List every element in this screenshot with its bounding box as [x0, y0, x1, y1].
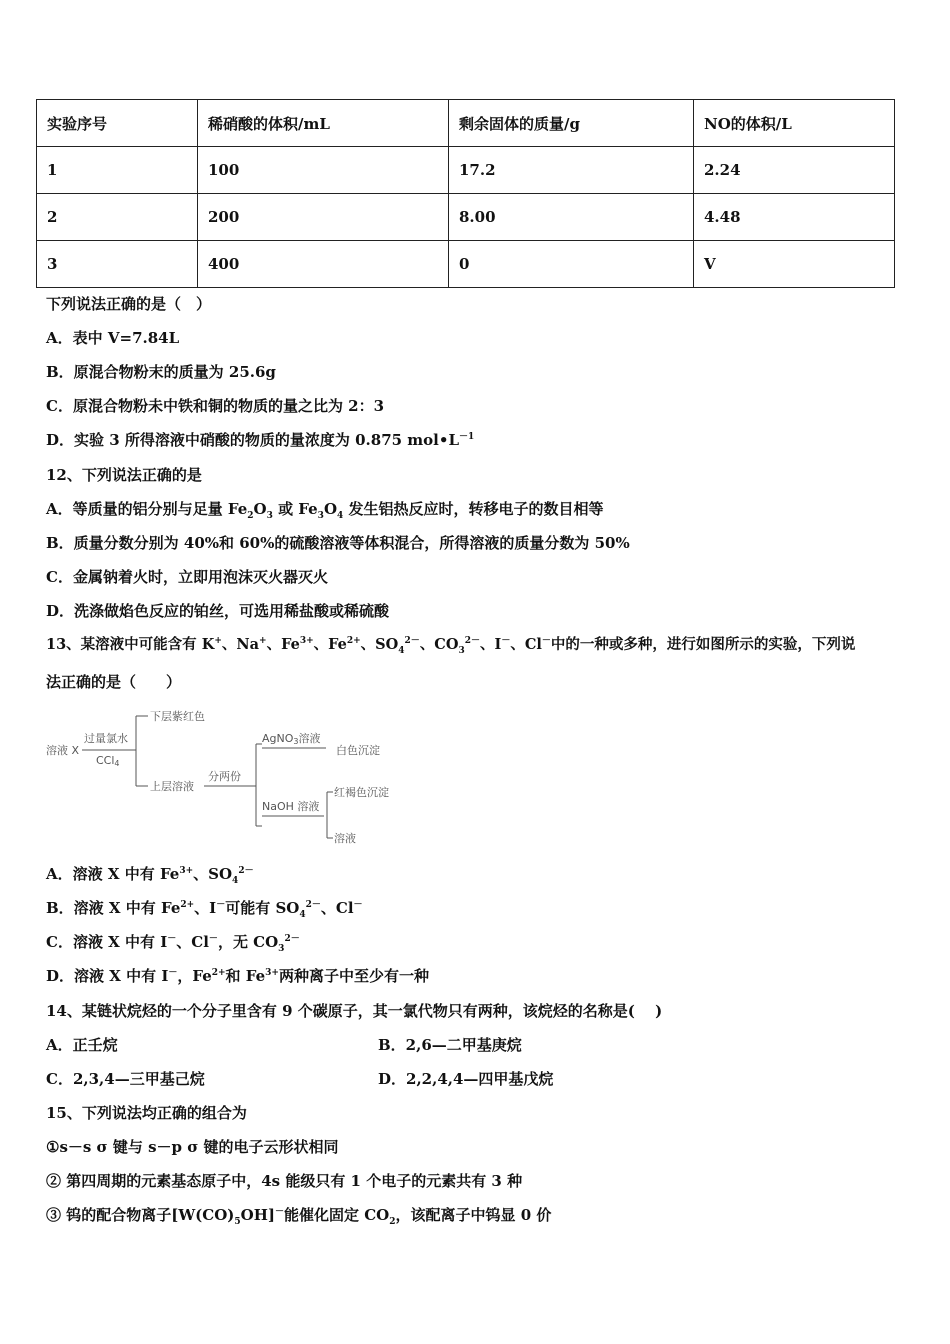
- q13-d-sup: 3+: [265, 968, 279, 978]
- q13-option-b: [46, 898, 363, 918]
- table-cell: 8.00: [449, 194, 694, 241]
- q12-a-sub: 2: [247, 511, 254, 521]
- q15-s3-part: 能催化固定 CO: [284, 1206, 390, 1224]
- q15-s3-part: OH]: [240, 1206, 275, 1224]
- q13-c-sup: －: [208, 934, 218, 944]
- table-header-cell: 剩余固体的质量/g: [449, 100, 694, 147]
- q13-stem-line2: 法正确的是（ ）: [46, 673, 182, 691]
- q13-b-part: B．溶液 X 中有 Fe: [46, 899, 181, 917]
- diagram-solution-x: 溶液 X: [46, 744, 80, 757]
- q14-option-d: D．2,2,4,4—四甲基戊烷: [378, 1070, 554, 1088]
- q13-d-sup: 2+: [211, 968, 226, 978]
- q13-stem-part: 、Na: [221, 636, 260, 653]
- diagram-lower-layer: 下层紫红色: [150, 710, 205, 723]
- q13-a-sub: 4: [232, 876, 239, 886]
- diagram-reagent-chlorine-water: 过量氯水: [84, 732, 128, 745]
- table-cell: 3: [37, 241, 198, 288]
- q13-a-part: A．溶液 X 中有 Fe: [46, 865, 180, 883]
- q13-c-part: 、Cl: [176, 933, 209, 951]
- table-cell: 200: [198, 194, 449, 241]
- q13-stem-part: 中的一种或多种，进行如图所示的实验，下列说: [550, 636, 856, 653]
- table-cell: 1: [37, 147, 198, 194]
- q13-stem-sup: +: [259, 636, 267, 647]
- table-cell: 17.2: [449, 147, 694, 194]
- diagram-agno3-text: AgNO: [262, 732, 294, 745]
- q13-a-part: 、SO: [193, 865, 233, 883]
- table-row: [37, 194, 895, 241]
- table-cell: 0: [449, 241, 694, 288]
- table-cell: 2: [37, 194, 198, 241]
- table-header-cell: 稀硝酸的体积/mL: [198, 100, 449, 147]
- q12-a-part: A．等质量的铝分别与足量 Fe: [46, 500, 248, 518]
- q13-c-sup: －: [167, 934, 177, 944]
- table-header-row: [37, 100, 895, 147]
- q14-option-a: A．正壬烷: [46, 1036, 118, 1054]
- q12-option-a: [46, 499, 604, 519]
- q13-c-sup: 2－: [284, 934, 300, 944]
- q12-a-sub: 3: [317, 511, 324, 521]
- q13-stem-sub: 4: [398, 645, 405, 656]
- q13-stem-part: 、Cl: [510, 636, 542, 653]
- q15-s3-sub: 5: [234, 1217, 241, 1227]
- q13-stem-part: 、Fe: [266, 636, 300, 653]
- q13-stem-sub: 3: [458, 645, 465, 656]
- q13-option-d: [46, 966, 429, 986]
- q15-statement-2: ② 第四周期的元素基态原子中，4s 能级只有 1 个电子的元素共有 3 种: [46, 1172, 523, 1190]
- table-header-cell: NO的体积/L: [694, 100, 895, 147]
- q12-a-sub: 3: [266, 511, 273, 521]
- q13-stem-sup: 2+: [346, 636, 361, 647]
- q15-stem: 15、下列说法均正确的组合为: [46, 1104, 247, 1122]
- table-cell: V: [694, 241, 895, 288]
- q13-option-a: [46, 864, 254, 884]
- q13-stem-part: 、SO: [360, 636, 399, 653]
- q13-stem-part: 、Fe: [313, 636, 347, 653]
- q13-stem-sup: 3+: [299, 636, 314, 647]
- table-cell: 4.48: [694, 194, 895, 241]
- q13-b-sup: 2+: [180, 900, 195, 910]
- q13-d-part: ，Fe: [177, 967, 212, 985]
- q11-stem: 下列说法正确的是（ ）: [46, 295, 212, 313]
- q13-stem: [46, 635, 855, 655]
- q13-stem-part: 13、某溶液中可能含有 K: [46, 636, 215, 653]
- q15-s3-sup: －: [274, 1207, 284, 1217]
- q12-a-sub: 4: [337, 511, 344, 521]
- diagram-white-ppt: 白色沉淀: [336, 744, 380, 757]
- table-row: [37, 241, 895, 288]
- table-row: [37, 147, 895, 194]
- table-cell: 100: [198, 147, 449, 194]
- q13-b-part: 、Cl: [320, 899, 354, 917]
- diagram-ccl4-sub: 4: [114, 759, 120, 768]
- q13-d-part: D．溶液 X 中有 I: [46, 967, 169, 985]
- q13-b-sup: －: [216, 900, 226, 910]
- diagram-agno3: [262, 731, 321, 746]
- q12-a-part: 或 Fe: [272, 500, 318, 518]
- diagram-upper-layer: 上层溶液: [150, 780, 194, 793]
- diagram-split: 分两份: [208, 770, 241, 783]
- q12-stem: 12、下列说法正确的是: [46, 466, 202, 484]
- q13-flow-diagram: [44, 706, 404, 851]
- q11-option-d: [46, 430, 474, 450]
- diagram-reagent-ccl4: [96, 754, 120, 768]
- q13-stem-sup: +: [214, 636, 222, 647]
- q13-b-sup: 2－: [305, 900, 321, 910]
- q13-stem-sup: －: [501, 636, 511, 647]
- table-header-cell: 实验序号: [37, 100, 198, 147]
- diagram-solution: 溶液: [334, 832, 356, 845]
- q13-c-part: C．溶液 X 中有 I: [46, 933, 168, 951]
- q13-stem-sup: 2－: [404, 636, 420, 647]
- diagram-agno3-sub: 3: [293, 737, 299, 746]
- q13-stem-part: 、I: [480, 636, 502, 653]
- q14-stem: 14、某链状烷烃的一个分子里含有 9 个碳原子，其一氯代物只有两种，该烷烃的名称是( ): [46, 1002, 663, 1020]
- q13-a-sup: 3+: [179, 866, 194, 876]
- q11-option-d-sup: －1: [459, 432, 475, 442]
- table-cell: 400: [198, 241, 449, 288]
- q13-b-sub: 4: [299, 910, 306, 920]
- q15-statement-3: [46, 1205, 551, 1225]
- q13-b-sup: －: [353, 900, 363, 910]
- q13-c-sub: 3: [278, 944, 285, 954]
- q12-option-d: D．洗涤做焰色反应的铂丝，可选用稀盐酸或稀硫酸: [46, 602, 390, 620]
- q12-a-part: O: [323, 500, 338, 518]
- q14-option-c: C．2,3,4—三甲基己烷: [46, 1070, 205, 1088]
- diagram-agno3-suffix: 溶液: [298, 732, 321, 745]
- table-cell: 2.24: [694, 147, 895, 194]
- q13-option-c: [46, 932, 300, 952]
- q13-b-part: 、I: [194, 899, 217, 917]
- q13-stem-sup: 2－: [464, 636, 481, 647]
- q15-s3-part: ③ 钨的配合物离子[W(CO): [46, 1206, 235, 1224]
- q15-s3-sub: 2: [389, 1217, 396, 1227]
- q11-option-b: B．原混合物粉末的质量为 25.6g: [46, 363, 276, 381]
- q13-stem-part: 、CO: [419, 636, 459, 653]
- diagram-red-ppt: 红褐色沉淀: [334, 786, 389, 799]
- q12-a-part: O: [253, 500, 267, 518]
- q13-d-part: 和 Fe: [225, 967, 266, 985]
- q12-option-b: B．质量分数分别为 40%和 60%的硫酸溶液等体积混合，所得溶液的质量分数为 50%: [46, 534, 630, 552]
- q13-d-part: 两种离子中至少有一种: [278, 967, 429, 985]
- q13-a-sup: 2－: [238, 866, 254, 876]
- experiment-table: [36, 99, 895, 288]
- q15-s3-part: ，该配离子中钨显 0 价: [395, 1206, 552, 1224]
- q12-a-part: 发生铝热反应时，转移电子的数目相等: [343, 500, 604, 518]
- q13-stem-sup: －: [541, 636, 551, 647]
- q13-d-sup: －: [168, 968, 178, 978]
- diagram-naoh: NaOH 溶液: [262, 800, 320, 813]
- q14-option-b: B．2,6—二甲基庚烷: [378, 1036, 522, 1054]
- q13-c-part: ，无 CO: [217, 933, 279, 951]
- q15-statement-1: ①s－s σ 键与 s－p σ 键的电子云形状相同: [46, 1138, 339, 1156]
- diagram-ccl4-text: CCl: [96, 754, 115, 767]
- q11-option-a: A．表中 V=7.84L: [46, 329, 180, 347]
- q13-b-part: 可能有 SO: [225, 899, 300, 917]
- q12-option-c: C．金属钠着火时，立即用泡沫灭火器灭火: [46, 568, 328, 586]
- q11-option-c: C．原混合物粉未中铁和铜的物质的量之比为 2：3: [46, 397, 385, 415]
- q11-option-d-text: D．实验 3 所得溶液中硝酸的物质的量浓度为 0.875 mol•L: [46, 431, 460, 449]
